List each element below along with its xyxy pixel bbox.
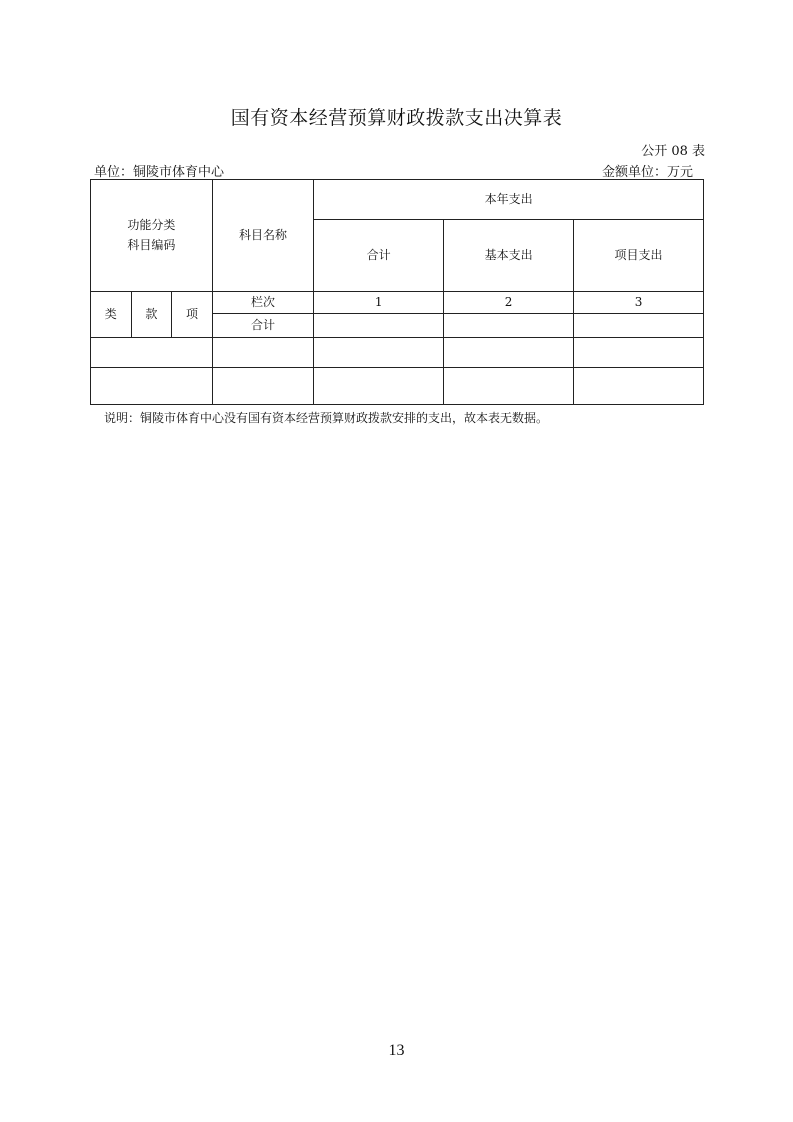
section-header: 款 (131, 292, 172, 338)
empty-cell (574, 368, 704, 405)
basic-expenditure-header: 基本支出 (444, 220, 574, 292)
empty-cell (314, 338, 444, 368)
column-index-label: 栏次 (212, 292, 313, 314)
empty-cell (314, 368, 444, 405)
row-total-value-3 (574, 314, 704, 338)
empty-cell (212, 338, 313, 368)
empty-cell (212, 368, 313, 405)
row-total-value-2 (444, 314, 574, 338)
function-code-header (91, 180, 213, 292)
form-number: 公开 08 表 (641, 144, 705, 159)
function-code-line1: 功能分类 (127, 218, 176, 233)
current-year-header: 本年支出 (314, 180, 704, 220)
row-total-value-1 (314, 314, 444, 338)
row-total-label: 合计 (212, 314, 313, 338)
page-number: 13 (388, 1042, 405, 1059)
unit-name: 单位：铜陵市体育中心 (94, 165, 225, 180)
amount-unit: 金额单位：万元 (601, 165, 693, 180)
empty-cell (91, 368, 213, 405)
item-header: 项 (172, 292, 213, 338)
function-code-line2: 科目编码 (127, 237, 176, 252)
column-index-2: 2 (444, 292, 574, 314)
empty-cell (444, 338, 574, 368)
total-header: 合计 (314, 220, 444, 292)
explanatory-note: 说明：铜陵市体育中心没有国有资本经营预算财政拨款安排的支出，故本表无数据。 (104, 411, 549, 425)
expenditure-table (90, 179, 704, 405)
kind-header: 类 (91, 292, 132, 338)
table-row (91, 368, 704, 405)
column-index-3: 3 (574, 292, 704, 314)
column-index-1: 1 (314, 292, 444, 314)
table-row (91, 338, 704, 368)
document-title: 国有资本经营预算财政拨款支出决算表 (230, 107, 563, 129)
empty-cell (444, 368, 574, 405)
empty-cell (91, 338, 213, 368)
subject-name-header: 科目名称 (212, 180, 313, 292)
project-expenditure-header: 项目支出 (574, 220, 704, 292)
empty-cell (574, 338, 704, 368)
